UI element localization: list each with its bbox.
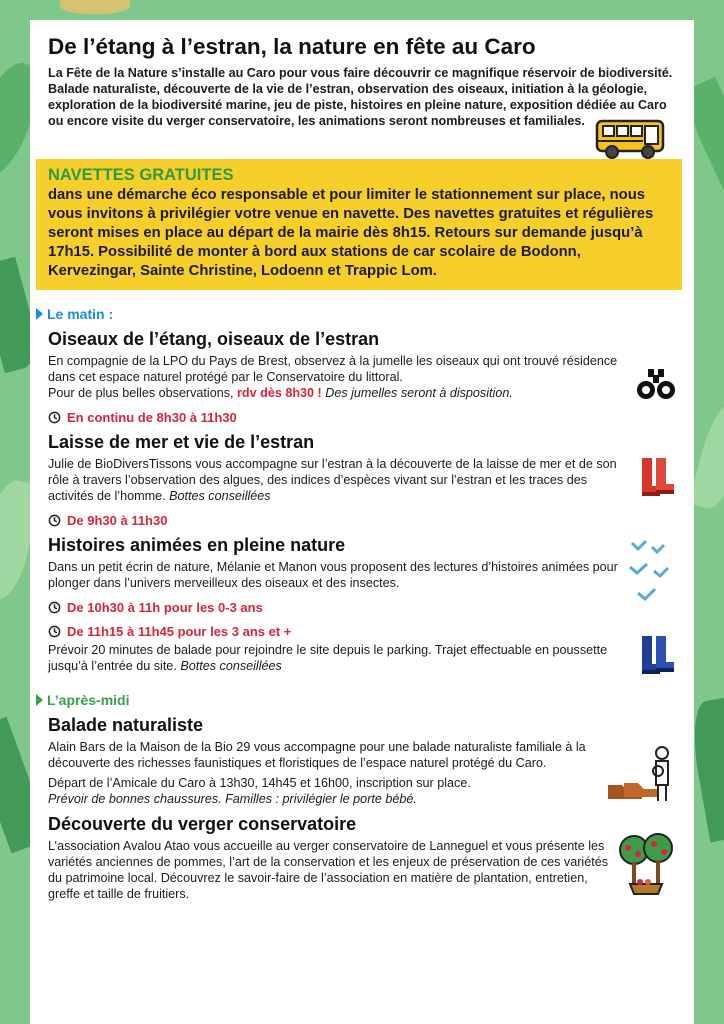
clock-icon: [48, 625, 61, 638]
birds-flying-icon: [626, 537, 676, 609]
chevron-right-icon: [36, 308, 43, 320]
stories-text: [48, 559, 676, 591]
bus-icon: [594, 117, 668, 161]
hiking-shoes-parent-icon: [606, 743, 676, 805]
stories-time-2-label: De 11h15 à 11h45 pour les 3 ans et +: [67, 624, 292, 639]
page-title: De l’étang à l’estran, la nature en fête au Caro: [48, 34, 536, 59]
leaf-decoration: [60, 0, 130, 14]
orchard-text: [48, 838, 676, 902]
birds-text-2: Pour de plus belles observations,: [48, 386, 238, 400]
walk-text: [48, 739, 676, 771]
stories-title: Histoires animées en pleine nature: [48, 535, 346, 555]
walk-text-body: Alain Bars de la Maison de la Bio 29 vous accompagne pour une balade naturaliste familiale à la découverte des richesses faunistiques et floristiques de l’espace naturel protégé du Caro.: [48, 740, 586, 770]
chevron-right-icon: [36, 694, 43, 706]
stories-time-1: [48, 600, 676, 615]
birds-text: [48, 353, 676, 401]
red-boots-icon: [636, 456, 676, 498]
birds-time-label: En continu de 8h30 à 11h30: [67, 410, 237, 425]
shuttle-title: NAVETTES GRATUITES: [48, 166, 234, 184]
intro-text: La Fête de la Nature s’installe au Caro pour vous faire découvrir ce magnifique réservoir de biodiversité. Balade naturaliste, découverte de la vie de l’estran, observation des oiseaux, initiation à la géologie, exploration de la biodiversité marine, jeu de piste, histoires en pleine nature, exposition dédiée au Caro ou encore visite du verger conservatoire, les animations seront nombreuses et familiales.: [48, 66, 673, 128]
birds-rdv: rdv dès 8h30 !: [237, 386, 322, 400]
shuttle-box: [36, 159, 682, 290]
section-morning-label: Le matin :: [47, 306, 114, 322]
orchard-text-body: L’association Avalou Atao vous accueille au verger conservatoire de Lanneguel et vous présente les variétés anciennes de pommes, l’art de la conservation et les enjeux de préservation de ces variétés du patrimoine local. Découvrez le savoir-faire de l’association en matière de plantation, entretien, greffe et taille de fruitiers.: [48, 839, 609, 901]
birds-time: [48, 410, 676, 425]
birds-note: Des jumelles seront à disposition.: [321, 386, 513, 400]
birds-text-1: En compagnie de la LPO du Pays de Brest, observez à la jumelle les oiseaux qui ont trouvé résidence dans cet espace naturel protégé par le Conservatoire du littoral.: [48, 354, 618, 384]
clock-icon: [48, 601, 61, 614]
flyer-card: [30, 20, 694, 1024]
shuttle-text: dans une démarche éco responsable et pour limiter le stationnement sur place, nous vous invitons à privilégier votre venue en navette. Des navettes gratuites et régulières seront mises en place au départ de la mairie dès 8h15. Retours sur demande jusqu’à 17h15. Possibilité de monter à bord aux stations de car scolaire de Bodonn, Kervezingar, Sainte Christine, Lodoenn et Trappic Lom.: [48, 187, 654, 279]
walk-departure: [48, 775, 676, 807]
shore-time-label: De 9h30 à 11h30: [67, 513, 168, 528]
stories-time-2: [48, 624, 676, 639]
section-morning: [36, 306, 676, 322]
shore-text-body: Julie de BioDiversTissons vous accompagne sur l’estran à la découverte de la laisse de mer et de son rôle à travers l’observation des algues, des indices d’espèces vivant sur l’estran et les traces des activités de l’homme.: [48, 457, 617, 503]
stories-access-text: [48, 642, 676, 674]
orchard-title: Découverte du verger conservatoire: [48, 814, 357, 834]
shore-title: Laisse de mer et vie de l’estran: [48, 432, 315, 452]
section-afternoon: [36, 692, 676, 708]
walk-note: Prévoir de bonnes chaussures. Familles : privilégier le porte bébé.: [48, 792, 417, 806]
stories-text-body: Dans un petit écrin de nature, Mélanie et Manon vous proposent des lectures d’histoires animées pour plonger dans l’univers merveilleux des oiseaux et des insectes.: [48, 560, 618, 590]
binoculars-icon: [636, 367, 676, 401]
stories-time-1-label: De 10h30 à 11h pour les 0-3 ans: [67, 600, 263, 615]
clock-icon: [48, 411, 61, 424]
blue-boots-icon: [636, 634, 676, 676]
section-afternoon-label: L’après-midi: [47, 692, 130, 708]
stories-access-body: Prévoir 20 minutes de balade pour rejoindre le site depuis le parking. Trajet effectuable en poussette jusqu’à l’entrée du site.: [48, 643, 608, 673]
walk-departure-text: Départ de l’Amicale du Caro à 13h30, 14h45 et 16h00, inscription sur place.: [48, 776, 471, 790]
apple-trees-icon: [616, 830, 676, 898]
stories-note: Bottes conseillées: [180, 659, 282, 673]
birds-title: Oiseaux de l’étang, oiseaux de l’estran: [48, 329, 380, 349]
shore-note: Bottes conseillées: [169, 489, 271, 503]
shore-time: [48, 513, 676, 528]
clock-icon: [48, 514, 61, 527]
shore-text: [48, 456, 676, 504]
walk-title: Balade naturaliste: [48, 715, 204, 735]
